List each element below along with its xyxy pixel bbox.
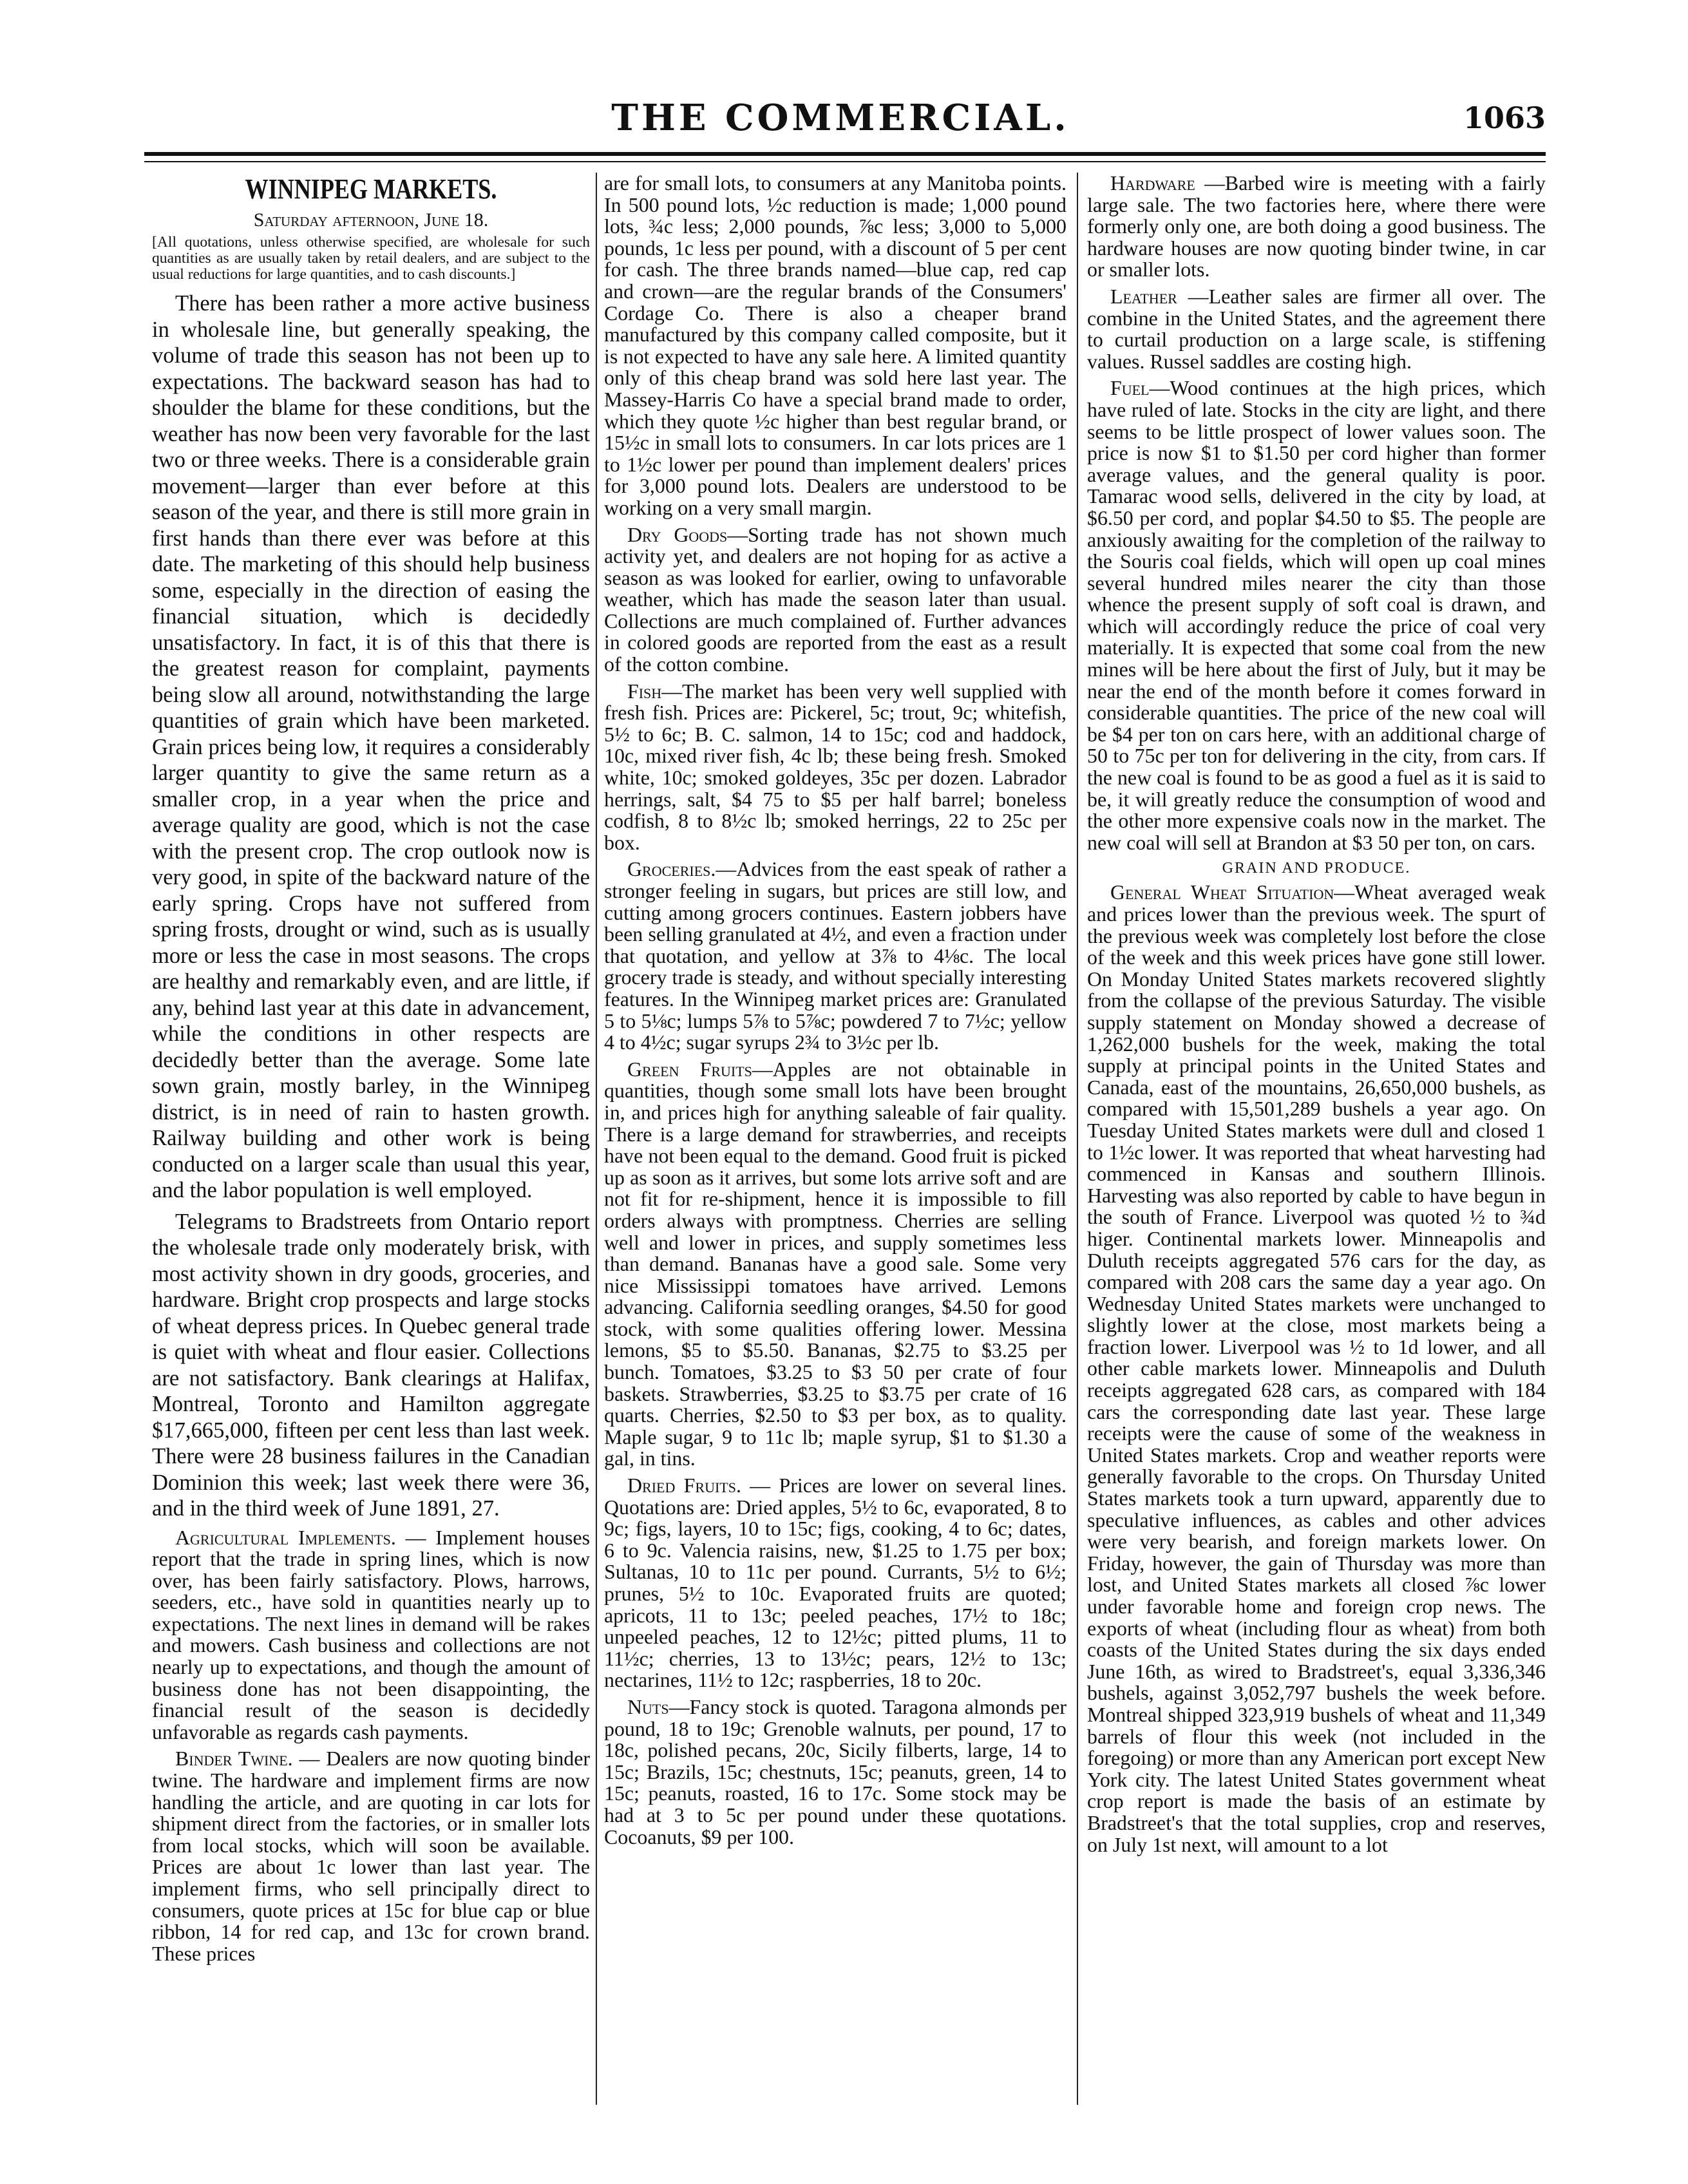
paragraph-text: — Prices are lower on several lines. Quotations are: Dried apples, 5½ to 6c, evaporated, 8 to 9c; figs, layers, 10 to 15c; figs, cooking, 4 to 6c; dates, 6 to 9c. Valencia raisins, new, $1.25 to 1.75 per box; Sultanas, 10 to 11c per pound. Currants, 5½ to 6½; prunes, 5½ to 10c. Evaporated fruits are quoted; apricots, 11 to 13c; peeled peaches, 17½ to 18c; unpeeled peaches, 12 to 12½c; pitted plums, 11 to 11½c; cherries, 13 to 13½c; pears, 12½ to 13c; nectarines, 11½ to 12c; raspberries, 18 to 20c.: [604, 1474, 1067, 1692]
column-3: [1087, 173, 1546, 2105]
section-head: Binder Twine.: [175, 1747, 293, 1771]
paragraph-text: —Wood continues at the high prices, which have ruled of late. Stocks in the city are light, and there seems to be little prospect of lower values soon. The price is now $1 to $1.50 per cord higher than former average values, and the general quality is poor. Tamarac wood sells, delivered in the city by load, at $6.50 per cord, and poplar $4.50 to $5. The people are anxiously awaiting for the completion of the railway to the Souris coal fields, which will open up coal mines several hundred miles nearer the city than those whence the present supply of soft coal is drawn, and which will accordingly reduce the price of coal very materially. It is expected that some coal from the new mines will be here about the first of July, but it may be near the end of the month before it comes forward in considerable quantities. The price of the new coal will be $4 per ton on cars here, with an additional charge of 50 to 75c per ton for delivering in the city, from cars. If the new coal is found to be as good a fuel as it is said to be, it will greatly reduce the consumption of wood and the other more expensive coals now in the market. The new coal will sell at Brandon at $3 50 per ton, on cars.: [1087, 377, 1546, 854]
section-head: Agricultural Implements.: [175, 1526, 396, 1549]
section-head: Dry Goods: [627, 523, 728, 546]
quotation-notice: [All quotations, unless otherwise specified, are wholesale for such quantities as are usually taken by retail dealers, and are subject to the usual reductions for large quantities, and to cash discounts.]: [152, 234, 590, 283]
paragraph: [1087, 286, 1546, 372]
paragraph: are for small lots, to consumers at any Manitoba points. In 500 pound lots, ½c reduction is made; 1,000 pound lots, ¾c less; 2,000 pounds, ⅞c less; 3,000 to 5,000 pounds, 1c less per pound, with a discount of 5 per cent for cash. The three brands named—blue cap, red cap and crown—are the regular brands of the Consumers' Cordage Co. There is also a cheaper brand manufactured by this company called composite, but it is not expected to have any sale here. A limited quantity only of this cheap brand was sold here last year. The Massey-Harris Co have a special brand made to order, which they quote ½c higher than best regular brand, or 15½c in small lots to consumers. In car lots prices are 1 to 1½c lower per pound than implement dealers' prices for 3,000 pound lots. Dealers are understood to be working on a very small margin.: [604, 173, 1067, 519]
section-head: Green Fruits: [627, 1058, 752, 1081]
paragraph-text: —Barbed wire is meeting with a fairly large sale. The two factories here, where there were formerly only one, are both doing a good business. The hardware houses are now quoting binder twine, in car or smaller lots.: [1087, 173, 1546, 281]
article-title: WINNIPEG MARKETS.: [245, 173, 497, 205]
section-head: Leather: [1110, 285, 1177, 308]
column-divider: [1077, 173, 1078, 2105]
section-subheading: GRAIN AND PRODUCE.: [1222, 860, 1411, 877]
paragraph-text: —Wheat averaged weak and prices lower than the previous week. The spurt of the previous week was completely lost before the close of the week and this week prices have gone still lower. On Monday United States markets recovered slightly from the collapse of the previous Saturday. The visible supply statement on Monday showed a decrease of 1,262,000 bushels for the week, making the total supply at principal points in the United States and Canada, east of the mountains, 26,650,000 bushels, as compared with 15,501,289 bushels a year ago. On Tuesday United States markets were dull and closed 1 to 1½c lower. It was reported that wheat harvesting had commenced in Kansas and southern Illinois. Harvesting was also reported by cable to have begun in the south of France. Liverpool was quoted ½ to ¾d higer. Continental markets lower. Minneapolis and Duluth receipts aggregated 576 cars for the day, as compared with 208 cars the same day a year ago. On Wednesday United States markets were unchanged to slightly lower at the close, most markets being a fraction lower. Liverpool was ½ to 1d lower, and all other cable markets lower. Minneapolis and Duluth receipts aggregated 628 cars, as compared with 184 cars the corresponding date last year. These large receipts were the cause of some of the weakness in United States markets. Crop and weather reports were generally favorable to the crops. On Thursday United States markets took a turn upward, apparently due to speculative influences, as cables and other advices were very bearish, and foreign markets lower. On Friday, however, the gain of Thursday was more than lost, and United States markets all closed ⅞c lower under favorable home and foreign crop news. The exports of wheat (including flour as wheat) from both coasts of the United States during the six days ended June 16th, as wired to Bradstreet's, equal 3,336,346 bushels, against 3,052,797 bushels the week before. Montreal shipped 323,919 bushels of wheat and 11,349 barrels of flour this week (not included in the foregoing) or more than any American port except New York city. The latest United States government wheat crop report is made the basis of an estimate by Bradstreet's that the total supplies, crop and reserves, on July 1st next, will amount to a lot: [1087, 881, 1546, 1856]
paragraph: [604, 524, 1067, 676]
paragraph: Telegrams to Bradstreets from Ontario report the wholesale trade only moderately brisk, with most activity shown in dry goods, groceries, and hardware. Bright crop prospects and large stocks of wheat depress prices. In Quebec general trade is quiet with wheat and flour easier. Collections are not satisfactory. Bank clearings at Halifax, Montreal, Toronto and Hamilton aggregate $17,665,000, fifteen per cent less than last week. There were 28 business failures in the Canadian Dominion this week; last week there were 36, and in the third week of June 1891, 27.: [152, 1209, 590, 1521]
paragraph: [604, 1475, 1067, 1691]
masthead: THE COMMERCIAL.: [611, 97, 1070, 139]
paragraph-text: —Apples are not obtainable in quantities, though some small lots have been brought in, and prices high for anything saleable of fair quality. There is a large demand for strawberries, and receipts have not been equal to the demand. Good fruit is picked up as soon as it arrives, but some lots arrive soft and are not fit for re-shipment, hence it is impossible to fill orders always with promptness. Cherries are selling well and lower in prices, and supply sometimes less than demand. Bananas have a good sale. Some very nice Mississippi tomatoes have arrived. Lemons advancing. California seedling oranges, $4.50 for good stock, with some qualities offering lower. Messina lemons, $5 to $5.50. Bananas, $2.75 to $3.25 per bunch. Tomatoes, $3.25 to $3 50 per crate of four baskets. Strawberries, $3.25 to $3.75 per crate of 16 quarts. Cherries, $2.50 to $3 per box, as to quality. Maple sugar, 9 to 11c lb; maple syrup, $1 to $1.30 a gal, in tins.: [604, 1058, 1067, 1470]
paragraph: [1087, 882, 1546, 1856]
header-rule-thin: [144, 161, 1546, 162]
paragraph-text: —Fancy stock is quoted. Taragona almonds per pound, 18 to 19c; Grenoble walnuts, per pound, 17 to 18c, polished pecans, 20c, Sicily filberts, large, 14 to 15c; Brazils, 15c; chestnuts, 15c; peanuts, green, 14 to 15c; peanuts, roasted, 16 to 17c. Some stock may be had at 3 to 5c per pound under these quotations. Cocoanuts, $9 per 100.: [604, 1695, 1067, 1848]
section-head: Fish: [627, 679, 662, 703]
header-rule: [144, 152, 1546, 156]
column-divider: [596, 173, 597, 2105]
paragraph: [604, 681, 1067, 854]
paragraph: [604, 1696, 1067, 1848]
section-head: Hardware: [1110, 173, 1195, 195]
paragraph: [152, 1527, 590, 1743]
paragraph-text: —Sorting trade has not shown much activity yet, and dealers are not hoping for as active a season as was looked for earlier, owing to unfavorable weather, which has made the season later than usual. Collections are much complained of. Further advances in colored goods are reported from the east as a result of the cotton combine.: [604, 523, 1067, 676]
paragraph: [1087, 377, 1546, 853]
paragraph: There has been rather a more active business in wholesale line, but generally speaking, the volume of trade this season has not been up to expectations. The backward season has had to shoulder the blame for these conditions, but the weather has now been very favorable for the last two or three weeks. There is a considerable grain movement—larger than ever before at this season of the year, and there is still more grain in first hands than there ever was before at this date. The marketing of this should help business some, especially in the direction of easing the financial situation, which is decidedly unsatisfactory. In fact, it is of this that there is the greatest reason for complaint, payments being slow all around, notwithstanding the large quantities of grain which have been marketed. Grain prices being low, it requires a considerably larger quantity to give the same return as a smaller crop, in a year when the price and average quality are good, which is not the case with the present crop. The crop outlook now is very good, in spite of the backward nature of the early spring. Crops have not suffered from spring frosts, drought or wind, such as is usually more or less the case in most seasons. The crops are healthy and remarkably even, and are little, if any, behind last year at this date in advancement, while the conditions in other respects are decidedly better than the average. Some late sown grain, mostly barley, in the Winnipeg district, is in need of rain to hasten growth. Railway building and other work is being conducted on a larger scale than usual this year, and the labor population is well employed.: [152, 291, 590, 1202]
section-head: Groceries.: [627, 858, 716, 881]
paragraph-text: —Leather sales are firmer all over. The combine in the United States, and the agreement there to curtail production on a large scale, is stiffening values. Russel saddles are costing high.: [1087, 285, 1546, 373]
page-number: 1063: [1463, 100, 1546, 135]
paragraph: [604, 859, 1067, 1053]
column-2: [604, 173, 1067, 2105]
paragraph: [604, 1059, 1067, 1470]
section-head: Dried Fruits.: [627, 1474, 741, 1497]
dateline: Saturday afternoon, June 18.: [253, 209, 489, 231]
paragraph-text: — Dealers are now quoting binder twine. The hardware and implement firms are now handling the article, and are quoting in car lots for shipment direct from the factories, or in smaller lots from local stocks, which will soon be available. Prices are about 1c lower than last year. The implement firms, who sell principally direct to consumers, quote prices at 15c for blue cap or blue ribbon, 14 for red cap, and 13c for crown brand. These prices: [152, 1747, 590, 1965]
paragraph-text: —The market has been very well supplied with fresh fish. Prices are: Pickerel, 5c; trout, 9c; whitefish, 5½ to 6c; B. C. salmon, 14 to 15c; cod and haddock, 10c, mixed river fish, 4c lb; these being fresh. Smoked white, 10c; smoked goldeyes, 35c per dozen. Labrador herrings, salt, $4 75 to $5 per half barrel; boneless codfish, 8 to 8½c lb; smoked herrings, 22 to 25c per box.: [604, 679, 1067, 854]
paragraph-text: — Implement houses report that the trade in spring lines, which is now over, has been fairly satisfactory. Plows, harrows, seeders, etc., have sold in quantities nearly up to expectations. The next lines in demand will be rakes and mowers. Cash business and collections are not nearly up to expectations, and though the amount of business done has not been disappointing, the financial result of the season is decidedly unfavorable as regards cash payments.: [152, 1526, 590, 1743]
section-head: Fuel: [1110, 377, 1150, 400]
paragraph-text: —Advices from the east speak of rather a stronger feeling in sugars, but prices are still low, and cutting among grocers continues. Eastern jobbers have been selling granulated at 4½, and even a fraction under that quotation, and yellow at 3⅞ to 4⅛c. The local grocery trade is steady, and without specially interesting features. In the Winnipeg market prices are: Granulated 5 to 5⅛c; lumps 5⅞ to 5⅞c; powdered 7 to 7½c; yellow 4 to 4½c; sugar syrups 2¾ to 3½c per lb.: [604, 858, 1067, 1054]
column-1: [152, 173, 590, 2105]
paragraph: [1087, 173, 1546, 281]
paragraph: [152, 1748, 590, 1964]
section-head: General Wheat Situation: [1110, 881, 1334, 904]
section-head: Nuts: [627, 1695, 669, 1718]
